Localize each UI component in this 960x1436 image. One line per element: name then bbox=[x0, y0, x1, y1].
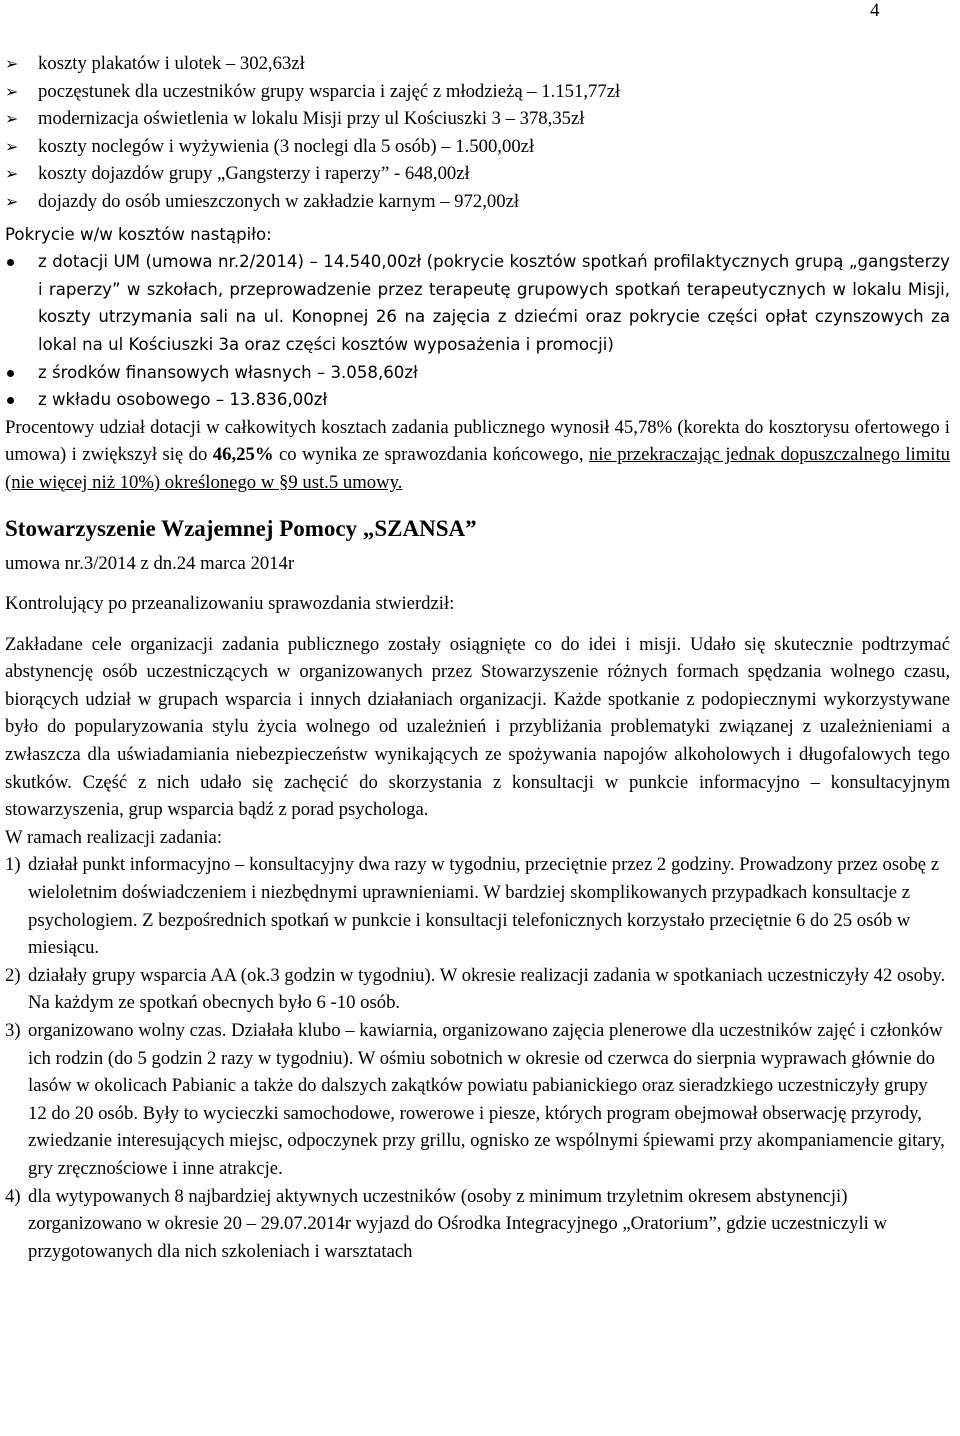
list-item: ➢ dojazdy do osób umieszczonych w zakładzie karnym – 972,00zł bbox=[5, 188, 950, 216]
bullet-icon bbox=[7, 397, 14, 404]
cost-list bbox=[5, 50, 950, 216]
list-item: ➢ koszty plakatów i ulotek – 302,63zł bbox=[5, 50, 950, 78]
bullet-icon bbox=[7, 259, 14, 266]
list-item: z dotacji UM (umowa nr.2/2014) – 14.540,00zł (pokrycie kosztów spotkań profilaktycznych grupą „gangsterzy i raperzy” w szkołach, przeprowadzenie przez terapeutę grupowych spotkań terapeutycznych w lokalu Misji, koszty utrzymania sali na ul. Konopnej 26 na zajęcia z dziećmi oraz pokrycie części opłat czynszowych za lokal na ul Kościuszki 3a oraz części kosztów wyposażenia i promocji) bbox=[5, 248, 950, 358]
realization-list bbox=[5, 851, 950, 1265]
list-item: 1) działał punkt informacyjno – konsultacyjny dwa razy w tygodniu, przeciętnie przez 2 godziny. Prowadzony przez osobę z wieloletnim doświadczeniem i niezbędnymi uprawnieniami. W bardziej skomplikowanych przypadkach konsultacje z psychologiem. Z bezpośrednich spotkań w punkcie i konsultacji telefonicznych korzystało przeciętnie 6 do 25 osób w miesiącu. bbox=[5, 854, 940, 959]
percentage-paragraph: Procentowy udział dotacji w całkowitych kosztach zadania publicznego wynosił 45,78% (korekta do kosztorysu ofertowego i umowa) i zwiększył się do 46,25% co wynika ze sprawozdania końcowego, nie przekraczając jednak dopuszczalnego limitu (nie więcej niż 10%) określonego w §9 ust.5 umowy. bbox=[5, 416, 950, 493]
spacer bbox=[5, 577, 950, 590]
list-item: z środków finansowych własnych – 3.058,60zł bbox=[5, 359, 950, 387]
list-item: z wkładu osobowego – 13.836,00zł bbox=[5, 386, 950, 414]
list-item: ➢ koszty noclegów i wyżywienia (3 noclegi dla 5 osób) – 1.500,00zł bbox=[5, 133, 950, 161]
controller-line: Kontrolujący po przeanalizowaniu sprawozdania stwierdził: bbox=[5, 593, 455, 615]
list-item: 2) działały grupy wsparcia AA (ok.3 godzin w tygodniu). W okresie realizacji zadania w spotkaniach uczestniczyły 42 osoby. Na każdym ze spotkań obecnych było 6 -10 osób. bbox=[5, 964, 946, 1014]
list-item: ➢ koszty dojazdów grupy „Gangsterzy i raperzy” - 648,00zł bbox=[5, 160, 950, 188]
arrow-bullet-icon: ➢ bbox=[5, 164, 19, 184]
coverage-list bbox=[5, 248, 950, 414]
goals-paragraph: Zakładane cele organizacji zadania publicznego zostały osiągnięte co do idei i misji. Udało się skutecznie podtrzymać abstynencję osób uczestniczących w organizowanych przez Stowarzyszenie różnych formach spędzania wolnego czasu, biorących udział w grupach wsparcia i innych działaniach organizacji. Każde spotkanie z podopiecznymi wykorzystywane było do popularyzowania stylu życia wolnego od uzależnień i przybliżania problematyki związanej z uzależnieniami a zwłaszcza dla uświadamiania niebezpieczeństw wynikających ze spożywania napojów alkoholowych i długofalowych tego skutków. Część z nich udało się zachęcić do skorzystania z konsultacji w punkcie informacyjno – konsultacyjnym stowarzyszenia, grup wsparcia bądź z porad psychologa. bbox=[5, 633, 950, 821]
list-item: ➢ modernizacja oświetlenia w lokalu Misji przy ul Kościuszki 3 – 378,35zł bbox=[5, 105, 950, 133]
arrow-bullet-icon: ➢ bbox=[5, 81, 19, 101]
spacer bbox=[5, 618, 950, 631]
list-item: ➢ poczęstunek dla uczestników grupy wsparcia i zajęć z młodzieżą – 1.151,77zł bbox=[5, 78, 950, 106]
arrow-bullet-icon: ➢ bbox=[5, 54, 19, 73]
contract-line: umowa nr.3/2014 z dn.24 marca 2014r bbox=[5, 552, 295, 574]
coverage-intro: Pokrycie w/w kosztów nastąpiło: bbox=[5, 224, 272, 244]
arrow-bullet-icon: ➢ bbox=[5, 109, 19, 129]
list-item: 3) organizowano wolny czas. Działała klubo – kawiarnia, organizowano zajęcia plenerowe dla uczestników zajęć i członków ich rodzin (do 5 godzin 2 razy w tygodniu). W ośmiu sobotnich w okresie od czerwca do sierpnia wyprawach głównie do lasów w okolicach Pabianic a także do dalszych zakątków powiatu pabianickiego oraz sieradzkiego uczestniczyły grupy 12 do 20 osób. Były to wycieczki samochodowe, rowerowe i piesze, których program obejmował obserwację przyrody, zwiedzanie interesujących miejsc, odpoczynek przy grillu, ognisko ze wspólnymi śpiewami przy akompaniamencie gitary, gry zręcznościowe i inne atrakcje. bbox=[5, 1020, 945, 1179]
realization-intro: W ramach realizacji zadania: bbox=[5, 826, 223, 848]
arrow-bullet-icon: ➢ bbox=[5, 136, 19, 156]
list-item: 4) dla wytypowanych 8 najbardziej aktywnych uczestników (osoby z minimum trzyletnim okresem abstynencji) zorganizowano w okresie 20 – 29.07.2014r wyjazd do Ośrodka Integracyjnego „Oratorium”, gdzie uczestniczyli w przygotowanych dla nich szkoleniach i warsztatach bbox=[5, 1185, 888, 1262]
organization-heading: Stowarzyszenie Wzajemnej Pomocy „SZANSA” bbox=[5, 515, 477, 541]
arrow-bullet-icon: ➢ bbox=[5, 191, 19, 211]
page-number: 4 bbox=[870, 0, 880, 21]
bullet-icon bbox=[7, 370, 14, 377]
page-content bbox=[5, 50, 950, 1265]
